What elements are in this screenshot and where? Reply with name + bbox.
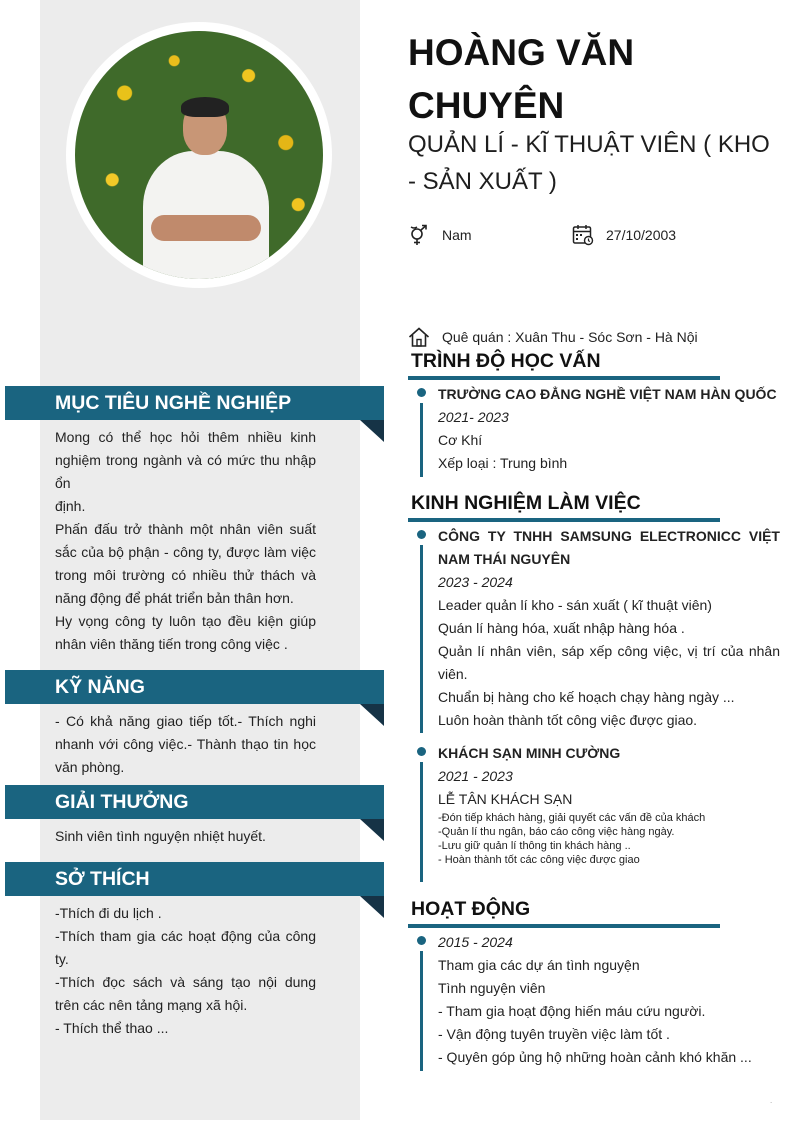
timeline-dot [417, 747, 426, 756]
job-entry [420, 525, 780, 733]
ribbon-fold [360, 896, 384, 918]
activities-heading: HOẠT ĐỘNG [408, 896, 720, 928]
objective-text [55, 426, 316, 656]
awards-ribbon [5, 785, 384, 819]
job-line: -Lưu giữ quản lí thông tin khách hàng .. [438, 840, 631, 852]
objective-paragraph: Phấn đấu trở thành một nhân viên suất sắc của bộ phận - công ty, được làm việc trong môi trường có nhiều thử thách và năng động để phát triển bản thân hơn. [55, 521, 316, 606]
job-line: Leader quản lí kho - sán xuất ( kĩ thuật viên) [438, 597, 712, 613]
timeline-line [420, 951, 423, 1071]
objective-paragraph: Mong có thể học hỏi thêm nhiều kinh nghiệm trong ngành và có mức thu nhập ổn [55, 429, 316, 491]
ribbon-fold [360, 819, 384, 841]
company-name: KHÁCH SẠN MINH CƯỜNG [438, 745, 621, 761]
hobbies-text [55, 902, 316, 1040]
objective-heading: MỤC TIÊU NGHỀ NGHIỆP [55, 392, 292, 414]
awards-paragraph: Sinh viên tình nguyện nhiệt huyết. [55, 828, 266, 844]
job-line: Quán lí hàng hóa, xuất nhập hàng hóa . [438, 620, 685, 636]
ribbon-fold [360, 704, 384, 726]
job-period: 2023 - 2024 [438, 574, 513, 590]
company-name: CÔNG TY TNHH SAMSUNG ELECTRONICC VIỆT NAM THÁI NGUYÊN [438, 528, 780, 567]
photo-person-hair [181, 97, 229, 117]
education-grade: Xếp loại : Trung bình [438, 455, 568, 471]
gender-icon [408, 224, 430, 246]
candidate-role: QUẢN LÍ - KĨ THUẬT VIÊN ( KHO - SẢN XUẤT ) [408, 131, 770, 195]
timeline-line [420, 545, 423, 733]
job-line: Chuẩn bị hàng cho kế hoạch chạy hàng ngày ... [438, 689, 735, 705]
job-line: Luôn hoàn thành tốt công việc được giao. [438, 712, 698, 728]
job-entry [420, 742, 780, 882]
photo-person-arms [151, 215, 261, 241]
hobbies-heading: SỞ THÍCH [55, 868, 150, 890]
education-heading: TRÌNH ĐỘ HỌC VẤN [408, 348, 720, 380]
timeline-line [420, 403, 423, 477]
awards-heading: GIẢI THƯỞNG [55, 791, 189, 813]
job-line: Quản lí nhân viên, sáp xếp công việc, vị trí của nhân viên. [438, 643, 780, 682]
skills-ribbon [5, 670, 384, 704]
awards-text [55, 825, 316, 848]
job-line: -Quản lí thu ngân, báo cáo công việc hàng ngày. [438, 826, 675, 838]
skills-text [55, 710, 316, 779]
gender-info [408, 224, 472, 246]
school-name: TRƯỜNG CAO ĐẲNG NGHỀ VIỆT NAM HÀN QUỐC [438, 386, 777, 402]
hometown-value: Quê quán : Xuân Thu - Sóc Sơn - Hà Nội [442, 329, 698, 345]
hobby-item: -Thích tham gia các hoạt động của công ty. [55, 928, 316, 967]
hometown-info [408, 326, 698, 348]
experience-heading: KINH NGHIỆM LÀM VIỆC [408, 490, 720, 522]
job-line: -Đón tiếp khách hàng, giải quyết các vấn đề của khách [438, 812, 706, 824]
timeline-dot [417, 388, 426, 397]
activity-period: 2015 - 2024 [438, 934, 513, 950]
gender-value: Nam [442, 227, 472, 243]
objective-paragraph: Hy vọng công ty luôn tạo đều kiện giúp nhân viên thăng tiến trong công việc . [55, 613, 316, 652]
education-entry [420, 383, 780, 477]
activity-line: - Quyên góp ủng hộ những hoàn cảnh khó khăn ... [438, 1049, 752, 1065]
education-major: Cơ Khí [438, 432, 483, 448]
objective-paragraph: định. [55, 498, 86, 514]
hobby-item: -Thích đi du lịch . [55, 905, 162, 921]
job-line: - Hoàn thành tốt các công việc được giao [438, 854, 640, 866]
skills-heading: KỸ NĂNG [55, 676, 145, 698]
timeline-dot [417, 936, 426, 945]
activity-entry [420, 931, 780, 1071]
profile-photo [66, 22, 332, 288]
hobby-item: - Thích thể thao ... [55, 1020, 169, 1036]
candidate-name: HOÀNG VĂN CHUYÊN [408, 32, 635, 126]
timeline-dot [417, 530, 426, 539]
activity-line: - Vận động tuyên truyền việc làm tốt . [438, 1026, 670, 1042]
hobbies-ribbon [5, 862, 384, 896]
objective-ribbon [5, 386, 384, 420]
page-mark: . [770, 1096, 773, 1105]
job-position: LỄ TÂN KHÁCH SẠN [438, 791, 573, 807]
birthdate-info [572, 224, 676, 246]
education-period: 2021- 2023 [438, 409, 509, 425]
job-period: 2021 - 2023 [438, 768, 513, 784]
ribbon-fold [360, 420, 384, 442]
activity-line: - Tham gia hoạt động hiến máu cứu người. [438, 1003, 706, 1019]
birthdate-value: 27/10/2003 [606, 227, 677, 243]
hobby-item: -Thích đọc sách và sáng tạo nội dung trên các nên tảng mạng xã hội. [55, 974, 316, 1013]
home-icon [408, 326, 430, 348]
calendar-icon [572, 224, 594, 246]
photo-image [75, 31, 323, 279]
activity-line: Tham gia các dự án tình nguyện [438, 957, 640, 973]
timeline-line [420, 762, 423, 882]
skills-paragraph: - Có khả năng giao tiếp tốt.- Thích nghi nhanh với công việc.- Thành thạo tin học văn phòng. [55, 713, 316, 775]
activity-line: Tình nguyện viên [438, 980, 546, 996]
